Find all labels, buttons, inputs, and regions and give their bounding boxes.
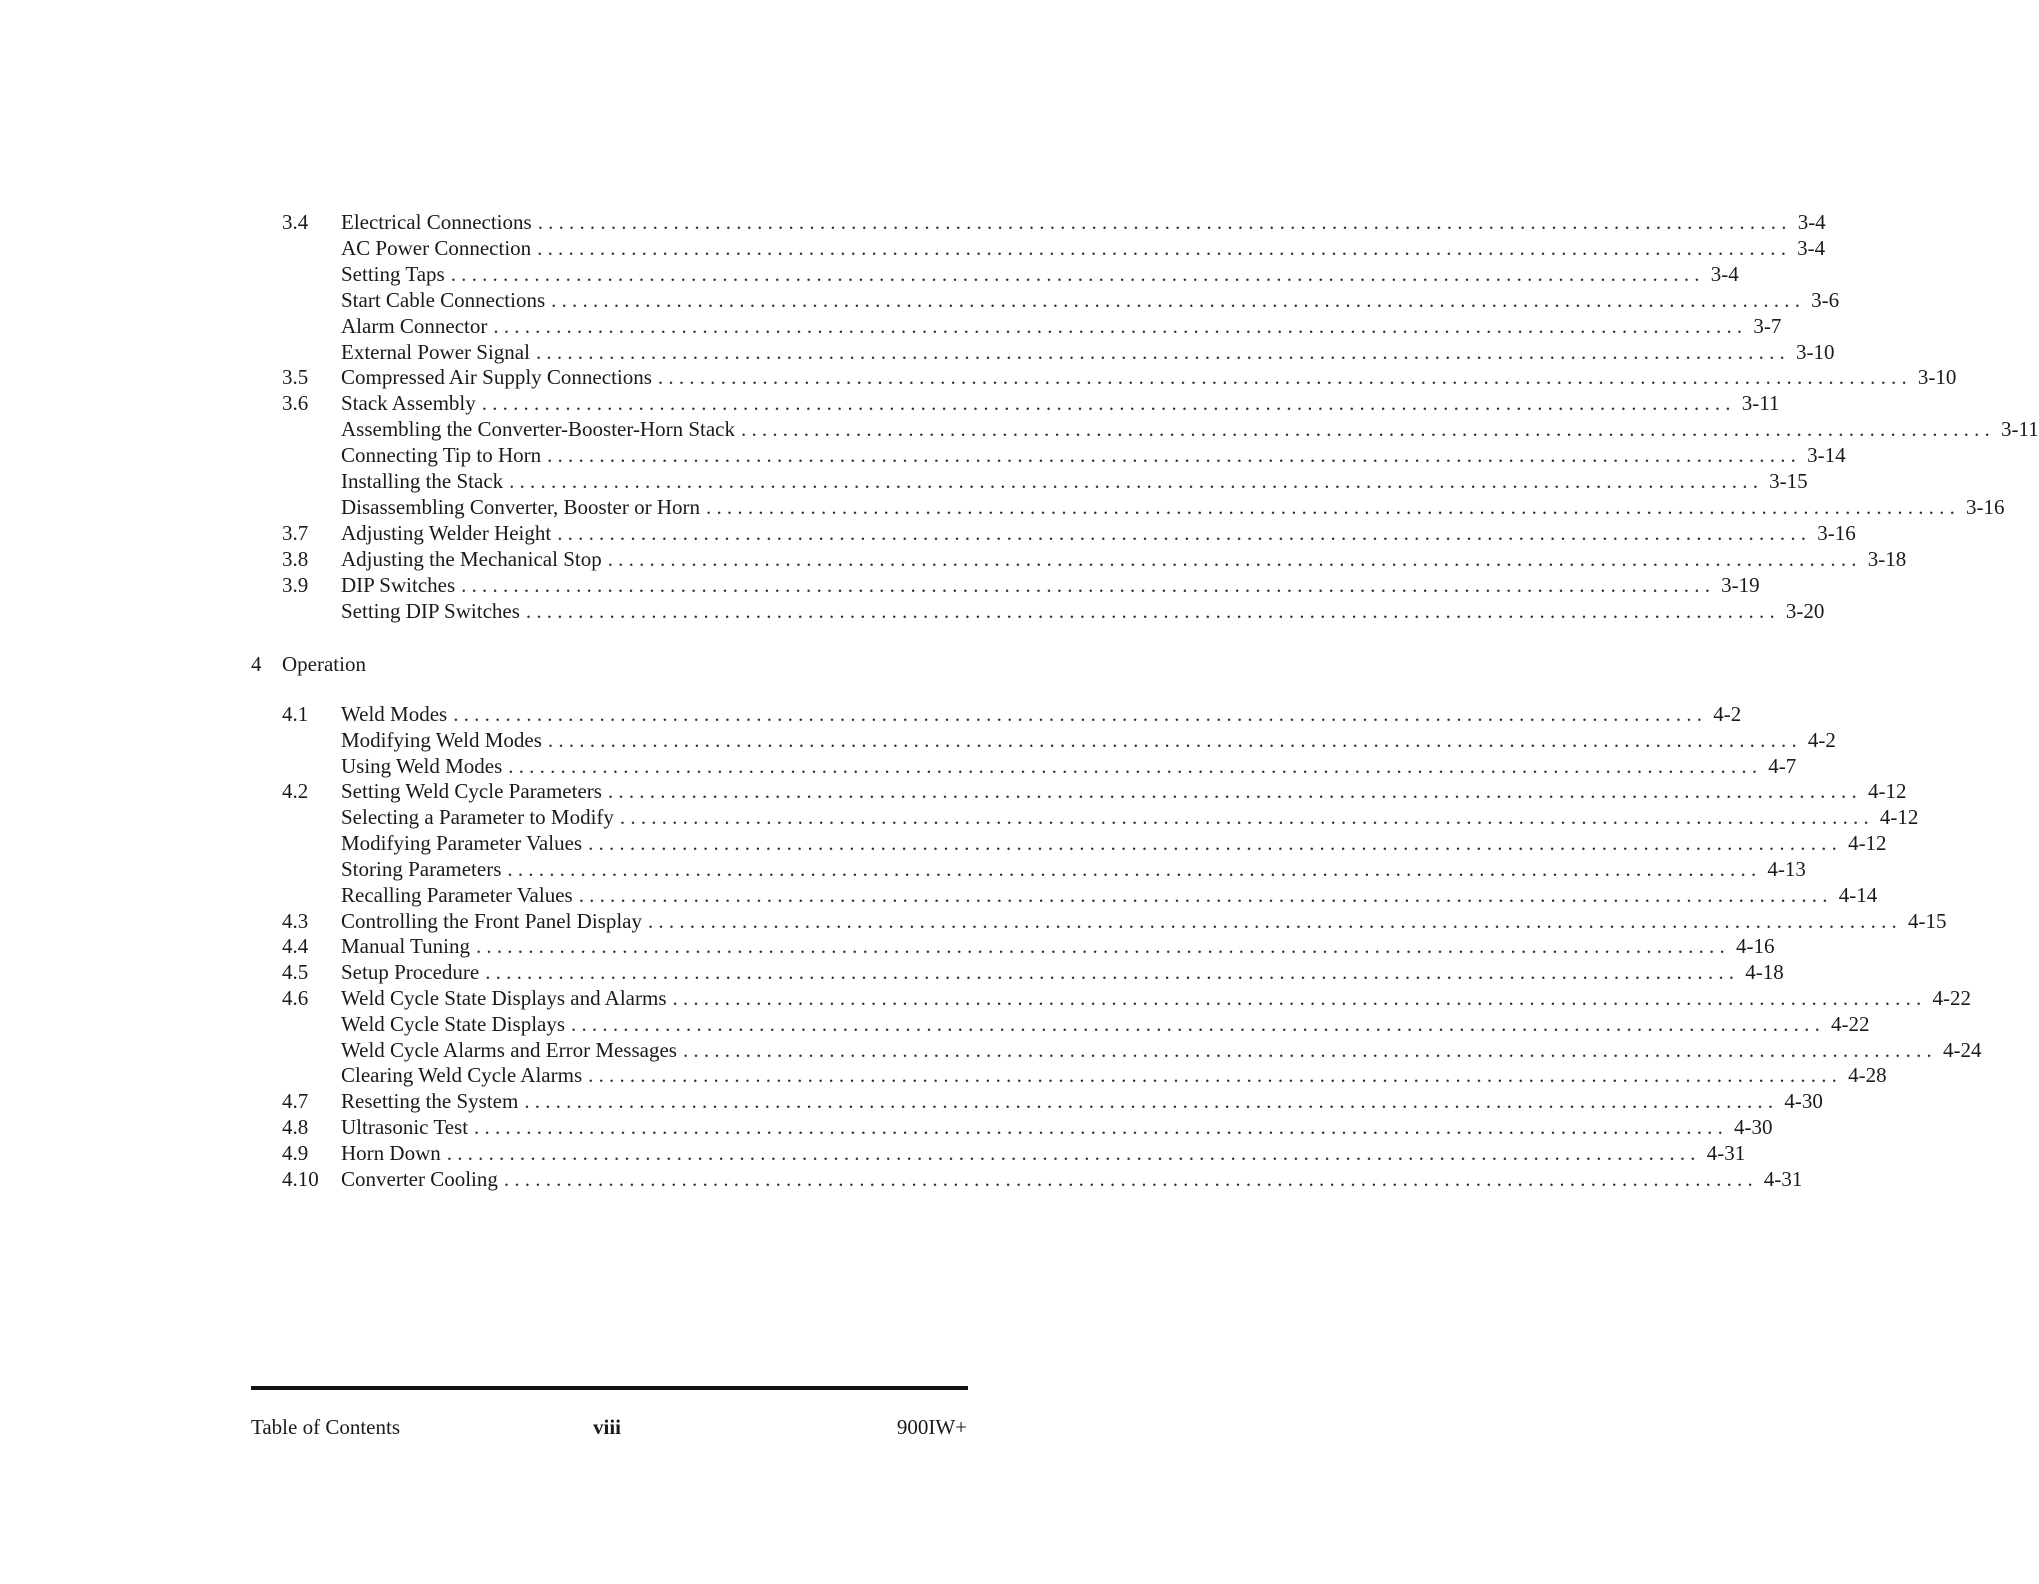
toc-entry-line — [341, 416, 2039, 442]
toc-entry-line — [341, 1088, 1823, 1114]
dot-leader: ........................................................................................................................ — [571, 1011, 1826, 1036]
toc-entry-page: 3-4 — [1710, 261, 1739, 286]
toc-entry-page: 3-10 — [1917, 365, 1957, 390]
toc-entry — [0, 701, 1742, 727]
dot-leader: ........................................................................................................................ — [672, 986, 1927, 1011]
toc-entry-line — [341, 572, 1760, 598]
toc-entry-number: 4.2 — [282, 779, 309, 804]
toc-entry-line — [341, 1037, 1982, 1063]
toc-entry-line — [341, 261, 1739, 287]
toc-entry-number: 4.6 — [282, 986, 309, 1011]
toc-entry-line — [341, 959, 1784, 985]
toc-entry-title: Ultrasonic Test — [341, 1115, 469, 1140]
toc-entry — [0, 416, 2039, 442]
toc-entry-line — [341, 1140, 1746, 1166]
toc-entry-title: Adjusting Welder Height — [341, 520, 552, 545]
toc-entry-number: 3.5 — [282, 365, 309, 390]
dot-leader: ........................................................................................................................ — [503, 1166, 1758, 1191]
toc-entry-line — [341, 468, 1808, 494]
dot-leader: ........................................................................................................................ — [588, 831, 1843, 856]
dot-leader: ........................................................................................................................ — [508, 753, 1763, 778]
toc-entry-number: 4.7 — [282, 1089, 309, 1114]
toc-entry-page: 4-2 — [1807, 727, 1836, 752]
toc-entry — [0, 572, 1760, 598]
toc-entry-page: 3-4 — [1797, 235, 1826, 260]
dot-leader: ........................................................................................................................ — [557, 520, 1812, 545]
toc-entry-number: 4.10 — [282, 1166, 319, 1191]
toc-entry-line — [341, 1062, 1887, 1088]
toc-entry-line — [341, 209, 1826, 235]
toc-entry-line — [341, 856, 1806, 882]
toc-entry — [0, 468, 1808, 494]
toc-entry — [0, 494, 2005, 520]
toc-entry-title: Compressed Air Supply Connections — [341, 365, 652, 390]
toc-entry — [0, 339, 1835, 365]
dot-leader: ........................................................................................................................ — [657, 365, 1912, 390]
toc-entry-number: 4.8 — [282, 1115, 309, 1140]
toc-entry-line — [341, 804, 1919, 830]
dot-leader: ........................................................................................................................ — [537, 210, 1792, 234]
toc-entry-line — [341, 390, 1780, 416]
toc-entry-page: 3-16 — [1817, 520, 1856, 545]
toc-entry — [0, 598, 1825, 624]
toc-entry-title: Installing the Stack — [341, 469, 504, 493]
dot-leader: ........................................................................................................................ — [647, 908, 1902, 933]
dot-leader: ........................................................................................................................ — [535, 339, 1790, 364]
footer-page-number: viii — [593, 1415, 622, 1439]
toc-entry-number: 4.4 — [282, 934, 309, 959]
toc-entry — [0, 1114, 1773, 1140]
dot-leader: ........................................................................................................................ — [588, 1063, 1843, 1088]
toc-entry-page: 3-18 — [1867, 546, 1907, 571]
dot-leader: ........................................................................................................................ — [607, 546, 1862, 571]
dot-leader: ........................................................................................................................ — [619, 805, 1874, 830]
dot-leader: ........................................................................................................................ — [481, 391, 1736, 416]
toc-entry — [0, 1088, 1823, 1114]
toc-entry-number: 3.8 — [282, 546, 309, 571]
toc-entry-line — [341, 1166, 1803, 1192]
toc-entry-line — [341, 985, 1971, 1011]
toc-entry-line — [341, 494, 2005, 520]
toc-entry-title: Setting DIP Switches — [341, 598, 520, 623]
toc-entry-line — [341, 778, 1907, 804]
dot-leader: ........................................................................................................................ — [461, 572, 1716, 597]
toc-entry-title: Setup Procedure — [341, 960, 480, 985]
toc-entry-line — [341, 1114, 1773, 1140]
toc-entry-page: 3-11 — [1741, 391, 1780, 416]
toc-entry-page: 4-31 — [1763, 1166, 1803, 1191]
toc-entry-number: 3.4 — [282, 210, 309, 234]
toc-entry-page: 4-12 — [1879, 805, 1919, 830]
toc-entry-number: 3.9 — [282, 572, 309, 597]
toc-entry-page: 3-10 — [1795, 339, 1835, 364]
toc-entry — [0, 908, 1947, 934]
toc-entry-page: 4-15 — [1907, 908, 1947, 933]
toc-entry — [0, 727, 1836, 753]
dot-leader: ........................................................................................................................ — [547, 443, 1802, 468]
toc-entry-title: Adjusting the Mechanical Stop — [341, 546, 602, 571]
toc-entry-page: 4-2 — [1713, 702, 1742, 726]
toc-entry — [0, 261, 1739, 287]
chapter-title: Operation — [282, 652, 366, 676]
footer-rule — [251, 1386, 968, 1390]
toc-entry-line — [341, 235, 1826, 261]
toc-entry — [0, 546, 1907, 572]
toc-entry-page: 3-11 — [2001, 417, 2039, 442]
toc-entry-page: 4-12 — [1867, 779, 1907, 804]
toc-entry — [0, 390, 1780, 416]
toc-entry-page: 4-30 — [1734, 1115, 1773, 1140]
toc-entry — [0, 209, 1826, 235]
toc-entry — [0, 313, 1782, 339]
toc-entry-page: 4-16 — [1735, 934, 1775, 959]
dot-leader: ........................................................................................................................ — [446, 1140, 1701, 1165]
toc-entry-page: 4-13 — [1767, 856, 1806, 881]
toc-entry-title: Disassembling Converter, Booster or Horn — [341, 494, 701, 519]
chapter-heading — [0, 650, 1224, 678]
dot-leader: ........................................................................................................................ — [485, 960, 1740, 985]
toc-entry-page: 3-20 — [1785, 598, 1825, 623]
toc-entry-title: Modifying Weld Modes — [341, 727, 542, 752]
toc-entry-title: Alarm Connector — [341, 313, 488, 338]
toc-entry-number: 4.9 — [282, 1140, 309, 1165]
toc-entry-page: 3-6 — [1811, 287, 1840, 312]
toc-entry — [0, 804, 1919, 830]
toc-entry — [0, 856, 1806, 882]
toc-entry-line — [341, 520, 1856, 546]
toc-entry-title: Weld Modes — [341, 702, 448, 726]
toc-entry — [0, 778, 1907, 804]
toc-entry-number: 4.5 — [282, 960, 309, 985]
dot-leader: ........................................................................................................................ — [547, 727, 1802, 752]
dot-leader: ........................................................................................................................ — [453, 702, 1708, 726]
toc-entry — [0, 985, 1971, 1011]
toc-entry-line — [341, 753, 1797, 779]
toc-entry — [0, 287, 1840, 313]
toc-entry — [0, 1037, 1982, 1063]
toc-entry-page: 4-14 — [1838, 882, 1878, 907]
toc-entry — [0, 442, 1846, 468]
toc-entry-line — [341, 546, 1907, 572]
dot-leader: ........................................................................................................................ — [507, 856, 1762, 881]
toc-entry-title: Controlling the Front Panel Display — [341, 908, 642, 933]
toc-entry-page: 3-4 — [1797, 210, 1826, 234]
toc-entry-page: 4-24 — [1942, 1037, 1982, 1062]
toc-entry — [0, 933, 1775, 959]
toc-entry-title: Assembling the Converter-Booster-Horn Stack — [341, 417, 735, 442]
toc-entry-title: Selecting a Parameter to Modify — [341, 805, 614, 830]
toc-entry-page: 3-15 — [1769, 469, 1808, 493]
toc-entry-line — [341, 882, 1878, 908]
toc-entry-page: 3-7 — [1753, 313, 1782, 338]
toc-entry-page: 4-22 — [1831, 1011, 1870, 1036]
toc-entry-title: AC Power Connection — [341, 235, 532, 260]
toc-entry-page: 4-18 — [1745, 960, 1784, 985]
toc-entry-title: Storing Parameters — [341, 856, 502, 881]
toc-entry-page: 4-31 — [1706, 1140, 1746, 1165]
toc-entry — [0, 1140, 1746, 1166]
toc-entry — [0, 1062, 1887, 1088]
toc-entry-line — [341, 701, 1742, 727]
toc-entry-title: Connecting Tip to Horn — [341, 443, 542, 468]
toc-entry-line — [341, 442, 1846, 468]
chapter-number: 4 — [251, 652, 262, 676]
dot-leader: ........................................................................................................................ — [475, 934, 1730, 959]
toc-entry-title: Clearing Weld Cycle Alarms — [341, 1063, 583, 1088]
footer-document-section: Table of Contents — [251, 1415, 400, 1439]
toc-entry-title: Start Cable Connections — [341, 287, 546, 312]
toc-entry-line — [341, 933, 1775, 959]
toc-entry-title: Weld Cycle State Displays — [341, 1011, 566, 1036]
dot-leader: ........................................................................................................................ — [706, 494, 1961, 519]
toc-entry-title: Weld Cycle State Displays and Alarms — [341, 986, 667, 1011]
toc-entry-page: 3-19 — [1721, 572, 1760, 597]
toc-entry — [0, 753, 1797, 779]
toc-entry-line — [341, 287, 1840, 313]
toc-entry-number: 3.6 — [282, 391, 309, 416]
toc-entry-title: Modifying Parameter Values — [341, 831, 583, 856]
dot-leader: ........................................................................................................................ — [525, 598, 1780, 623]
toc-entry — [0, 959, 1784, 985]
toc-entry-line — [341, 313, 1782, 339]
dot-leader: ........................................................................................................................ — [450, 261, 1705, 286]
page-footer — [0, 1413, 1224, 1441]
dot-leader: ........................................................................................................................ — [493, 313, 1748, 338]
toc-entry-title: Manual Tuning — [341, 934, 470, 959]
dot-leader: ........................................................................................................................ — [682, 1037, 1937, 1062]
toc-entry-page: 4-22 — [1932, 986, 1971, 1011]
toc-entry-line — [341, 727, 1836, 753]
toc-entry-page: 4-12 — [1848, 831, 1887, 856]
dot-leader: ........................................................................................................................ — [578, 882, 1833, 907]
toc-entry-title: Resetting the System — [341, 1089, 519, 1114]
toc-entry — [0, 1011, 1870, 1037]
toc-entry-line — [341, 830, 1887, 856]
toc-entry-title: Electrical Connections — [341, 210, 532, 234]
dot-leader: ........................................................................................................................ — [524, 1089, 1779, 1114]
dot-leader: ........................................................................................................................ — [474, 1115, 1729, 1140]
toc-entry-page: 4-30 — [1784, 1089, 1823, 1114]
dot-leader: ........................................................................................................................ — [509, 469, 1764, 493]
toc-entry-page: 4-7 — [1768, 753, 1797, 778]
toc-entry-page: 3-16 — [1966, 494, 2005, 519]
toc-entry-line — [341, 908, 1947, 934]
toc-entry-title: Weld Cycle Alarms and Error Messages — [341, 1037, 677, 1062]
toc-entry-title: Setting Weld Cycle Parameters — [341, 779, 602, 804]
toc-entry-title: Recalling Parameter Values — [341, 882, 573, 907]
dot-leader: ........................................................................................................................ — [607, 779, 1862, 804]
toc-entry-title: Horn Down — [341, 1140, 441, 1165]
toc-entry-number: 3.7 — [282, 520, 309, 545]
footer-product-name: 900IW+ — [896, 1415, 967, 1439]
dot-leader: ........................................................................................................................ — [551, 287, 1806, 312]
dot-leader: ........................................................................................................................ — [741, 417, 1995, 442]
toc-entry-title: Setting Taps — [341, 261, 445, 286]
toc-entry-title: Using Weld Modes — [341, 753, 503, 778]
toc-entry-page: 3-14 — [1807, 443, 1846, 468]
dot-leader: ........................................................................................................................ — [537, 235, 1792, 260]
toc-entry — [0, 235, 1826, 261]
toc-entry-number: 4.1 — [282, 702, 309, 726]
toc-entry — [0, 830, 1887, 856]
toc-entry-title: Stack Assembly — [341, 391, 476, 416]
toc-entry-title: External Power Signal — [341, 339, 530, 364]
toc-entry — [0, 364, 1957, 390]
toc-entry-title: DIP Switches — [341, 572, 456, 597]
toc-entry-line — [341, 598, 1825, 624]
toc-entry-page: 4-28 — [1848, 1063, 1887, 1088]
toc-entry — [0, 520, 1856, 546]
toc-entry — [0, 882, 1878, 908]
toc-entry-line — [341, 339, 1835, 365]
toc-entry-title: Converter Cooling — [341, 1166, 498, 1191]
toc-entry — [0, 1166, 1803, 1192]
toc-entry-line — [341, 364, 1957, 390]
toc-entry-number: 4.3 — [282, 908, 309, 933]
toc-entry-line — [341, 1011, 1870, 1037]
